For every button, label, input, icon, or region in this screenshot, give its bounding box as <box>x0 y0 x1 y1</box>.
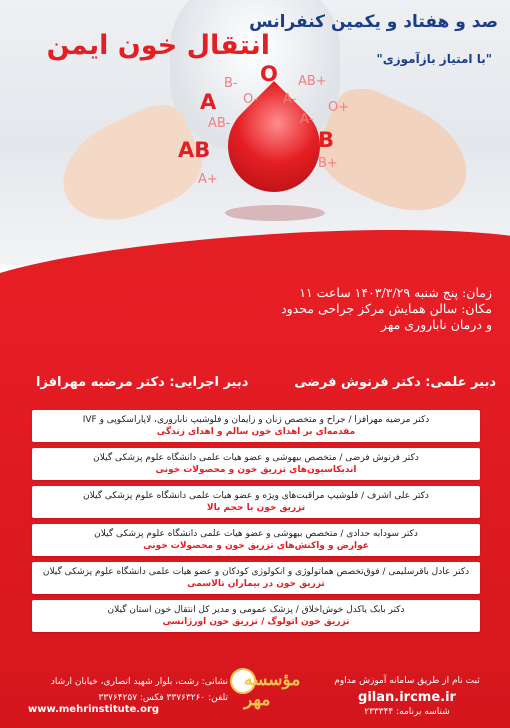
executive-director: دبیر اجرایی: دکتر مرضیه مهرافزا <box>36 375 249 390</box>
speaker-name: دکتر عادل باقرسلیمی / فوق‌تخصص هماتولوژی و انکولوژی کودکان و عضو هیات علمی دانشگاه علوم پزشکی گیلان <box>42 567 470 577</box>
schedule-block <box>192 285 492 333</box>
blood-type-a-neg-2: A- <box>300 112 314 127</box>
conference-number: صد و هفتاد و یکمین کنفرانس <box>249 12 498 32</box>
speaker-card <box>32 524 480 556</box>
address: نشانی: رشت، بلوار شهید انصاری، خیابان ارشاد <box>50 677 228 687</box>
blood-type-o-neg: O- <box>243 92 259 107</box>
schedule-time: زمان: پنج شنبه ۱۴۰۳/۳/۲۹ ساعت ۱۱ <box>299 285 492 300</box>
speaker-topic: تزریق خون با حجم بالا <box>206 503 306 513</box>
program-id: شناسه برنامه: ۲۳۳۳۴۴ <box>364 707 450 717</box>
speaker-name: دکتر بابک یاکدل خوش‌اخلاق / پزشک عمومی و مدیر کل انتقال خون استان گیلان <box>107 605 405 615</box>
speaker-card <box>32 562 480 594</box>
speaker-topic: عوارض و واکنش‌های تزریق خون و محصولات خونی <box>143 541 369 551</box>
blood-type-o: O <box>260 62 278 86</box>
institute-logo <box>230 668 301 710</box>
registration-site[interactable]: gilan.ircme.ir <box>358 690 456 705</box>
website-link[interactable]: www.mehrinstitute.org <box>28 704 160 715</box>
speaker-topic: مقدمه‌ای بر اهدای خون سالم و اهدای زندگی <box>156 427 356 437</box>
speaker-card <box>32 448 480 480</box>
scientific-director: دبیر علمی: دکتر فرنوش فرضی <box>294 375 496 390</box>
contact-block <box>28 674 228 706</box>
speaker-card <box>32 600 480 632</box>
speaker-name: دکتر علی اشرف / فلوشیپ مراقبت‌های ویژه و عضو هیات علمی دانشگاه علوم پزشکی گیلان <box>83 491 429 501</box>
speaker-topic: اندیکاسیون‌های تزریق خون و محصولات خونی <box>155 465 357 475</box>
speaker-name: دکتر مرضیه مهرافزا / جراح و متخصص زنان و زایمان و فلوشیپ ناباروری، لاپاراسکوپی و IVF <box>82 415 430 425</box>
schedule-place: مکان: سالن همایش مرکز جراحی محدود <box>281 301 492 316</box>
speaker-card <box>32 486 480 518</box>
registration-label: ثبت نام از طریق سامانه آموزش مداوم <box>334 676 480 686</box>
blood-type-b-pos: B+ <box>318 156 338 171</box>
registration-block <box>322 676 492 717</box>
speaker-name: دکتر فرنوش فرضی / متخصص بیهوشی و عضو هیات علمی دانشگاه علوم پزشکی گیلان <box>93 453 419 463</box>
blood-type-a-pos: A+ <box>198 172 218 187</box>
speaker-topic: تزریق خون اتولوگ / تزریق خون اورژانسی <box>162 617 350 627</box>
blood-type-a: A <box>200 90 217 114</box>
logo-text: مؤسسه مهر <box>244 670 301 710</box>
speaker-card <box>32 410 480 442</box>
speaker-list <box>32 410 480 638</box>
blood-type-ab: AB <box>178 138 211 162</box>
blood-type-ab-neg: AB- <box>208 116 231 131</box>
cme-credit-note: "با امتیاز بازآموزی" <box>376 52 492 66</box>
hero-image <box>0 0 510 265</box>
blood-type-b-neg: B- <box>224 76 238 91</box>
blood-type-ab-pos: AB+ <box>298 74 327 89</box>
blood-type-o-pos: O+ <box>328 100 350 115</box>
schedule-place-line2: و درمان ناباروری مهر <box>380 317 492 332</box>
blood-type-b: B <box>318 128 335 152</box>
drop-shadow <box>225 205 325 221</box>
blood-type-a-neg: A- <box>283 92 297 107</box>
phone-fax: تلفن: ۳۳۷۶۳۲۶۰ فکس: ۳۳۷۶۴۲۵۷ <box>98 693 228 703</box>
speaker-topic: تزریق خون در بیماران تالاسمی <box>187 579 325 589</box>
speaker-name: دکتر سودابه حدادی / متخصص بیهوشی و عضو هیات علمی دانشگاه علوم پزشکی گیلان <box>94 529 418 539</box>
page-title: انتقال خون ایمن <box>46 30 270 61</box>
